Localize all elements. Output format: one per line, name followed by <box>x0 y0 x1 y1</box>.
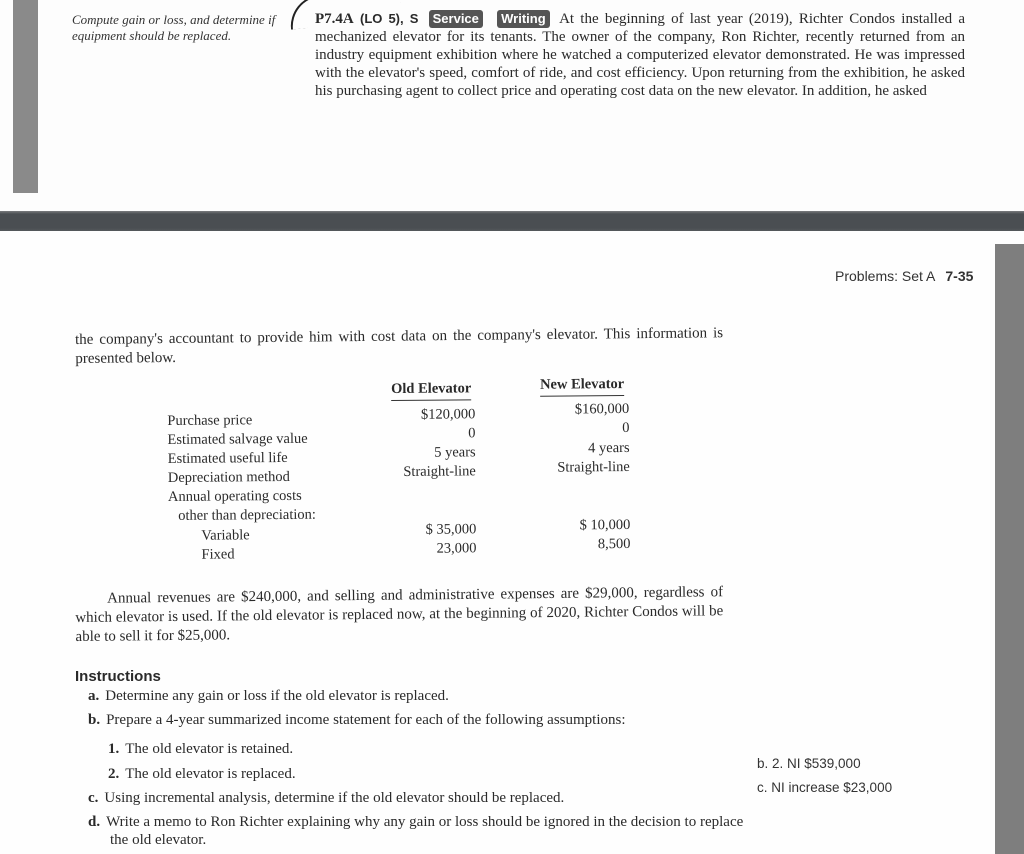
instruction-label: 1. <box>108 741 120 757</box>
page-edge-tab-right <box>995 244 1024 854</box>
cell-old: 0 <box>468 425 476 442</box>
instruction-label: a. <box>88 688 100 704</box>
instructions-heading: Instructions <box>75 668 161 685</box>
cell-old: 5 years <box>434 444 476 461</box>
instruction-item <box>88 789 564 807</box>
page-number: 7-35 <box>945 268 974 284</box>
row-label: Variable <box>201 527 250 544</box>
instruction-text: The old elevator is replaced. <box>125 766 296 782</box>
row-label: Estimated salvage value <box>167 430 308 448</box>
cell-old: $120,000 <box>420 406 476 423</box>
instruction-text: Prepare a 4-year summarized income statement for each of the following assumptions: <box>106 712 626 728</box>
instruction-label: 2. <box>108 766 120 782</box>
learning-objective: Compute gain or loss, and determine if equipment should be replaced. <box>72 12 276 43</box>
instruction-item <box>88 813 760 849</box>
cell-new: 4 years <box>588 439 630 457</box>
instruction-text: The old elevator is retained. <box>125 741 294 757</box>
badge-writing: Writing <box>497 10 550 28</box>
instruction-item <box>88 687 449 705</box>
cell-old: Straight-line <box>403 463 476 480</box>
row-label: Depreciation method <box>167 468 290 486</box>
problem-lo: (LO 5), S <box>359 11 419 26</box>
badge-service: Service <box>429 10 483 28</box>
cell-old: 23,000 <box>436 540 477 557</box>
running-head <box>835 268 973 284</box>
column-header-new: New Elevator <box>540 376 624 397</box>
continuation-paragraph: the company's accountant to provide him with cost data on the company's elevator. This information is presented below. <box>75 325 724 367</box>
page-divider <box>0 211 1024 231</box>
instruction-label: d. <box>88 814 101 830</box>
row-label: Fixed <box>201 546 235 563</box>
running-head-title: Problems: Set A <box>835 268 936 284</box>
column-header-old: Old Elevator <box>391 380 471 401</box>
instruction-subitem <box>108 740 293 758</box>
check-figure: b. 2. NI $539,000 <box>757 756 861 771</box>
row-label: Annual operating costs <box>167 487 302 505</box>
instruction-label: b. <box>88 712 101 728</box>
intro-text: At the beginning of last year (2019), Richter Condos installed a mechanized elevator for its tenants. The owner of the company, Ron Richter, recently returned from an industry equipment exhibition where he watched a computerized elevator demonstrated. He was impressed with the elevator's speed, comfort of ride, and cost efficiency. Upon returning from the exhibition, he asked his purchasing agent to collect price and operating cost data on the new elevator. In addition, he asked <box>315 11 966 99</box>
check-figure: c. NI increase $23,000 <box>757 780 893 795</box>
instruction-text: Using incremental analysis, determine if the old elevator should be replaced. <box>104 790 565 806</box>
row-label: Estimated useful life <box>167 449 288 467</box>
cell-new: Straight-line <box>557 458 630 476</box>
instruction-text: Write a memo to Ron Richter explaining why any gain or loss should be ignored in the decision to replace the old elevator. <box>106 814 744 848</box>
cell-new: 0 <box>622 419 630 437</box>
revenue-paragraph: Annual revenues are $240,000, and selling and administrative expenses are $29,000, regardless of which elevator is used. If the old elevator is replaced now, at the beginning of 2020, Richter Condos will be able to sell it for $25,000. <box>75 584 724 645</box>
instruction-subitem <box>108 765 296 783</box>
cell-new: $160,000 <box>574 400 630 418</box>
row-label: other than depreciation: <box>178 506 316 524</box>
instruction-text: Determine any gain or loss if the old elevator is replaced. <box>105 688 449 704</box>
check-figures <box>757 752 892 800</box>
instruction-item <box>88 711 626 729</box>
problem-id: P7.4A <box>315 11 354 27</box>
cell-new: 8,500 <box>597 535 631 553</box>
cell-old: $ 35,000 <box>425 521 477 538</box>
page-edge-tab <box>13 0 38 193</box>
problem-intro <box>315 10 965 100</box>
row-label: Purchase price <box>167 412 253 429</box>
instruction-label: c. <box>88 790 99 806</box>
cell-new: $ 10,000 <box>579 516 631 534</box>
